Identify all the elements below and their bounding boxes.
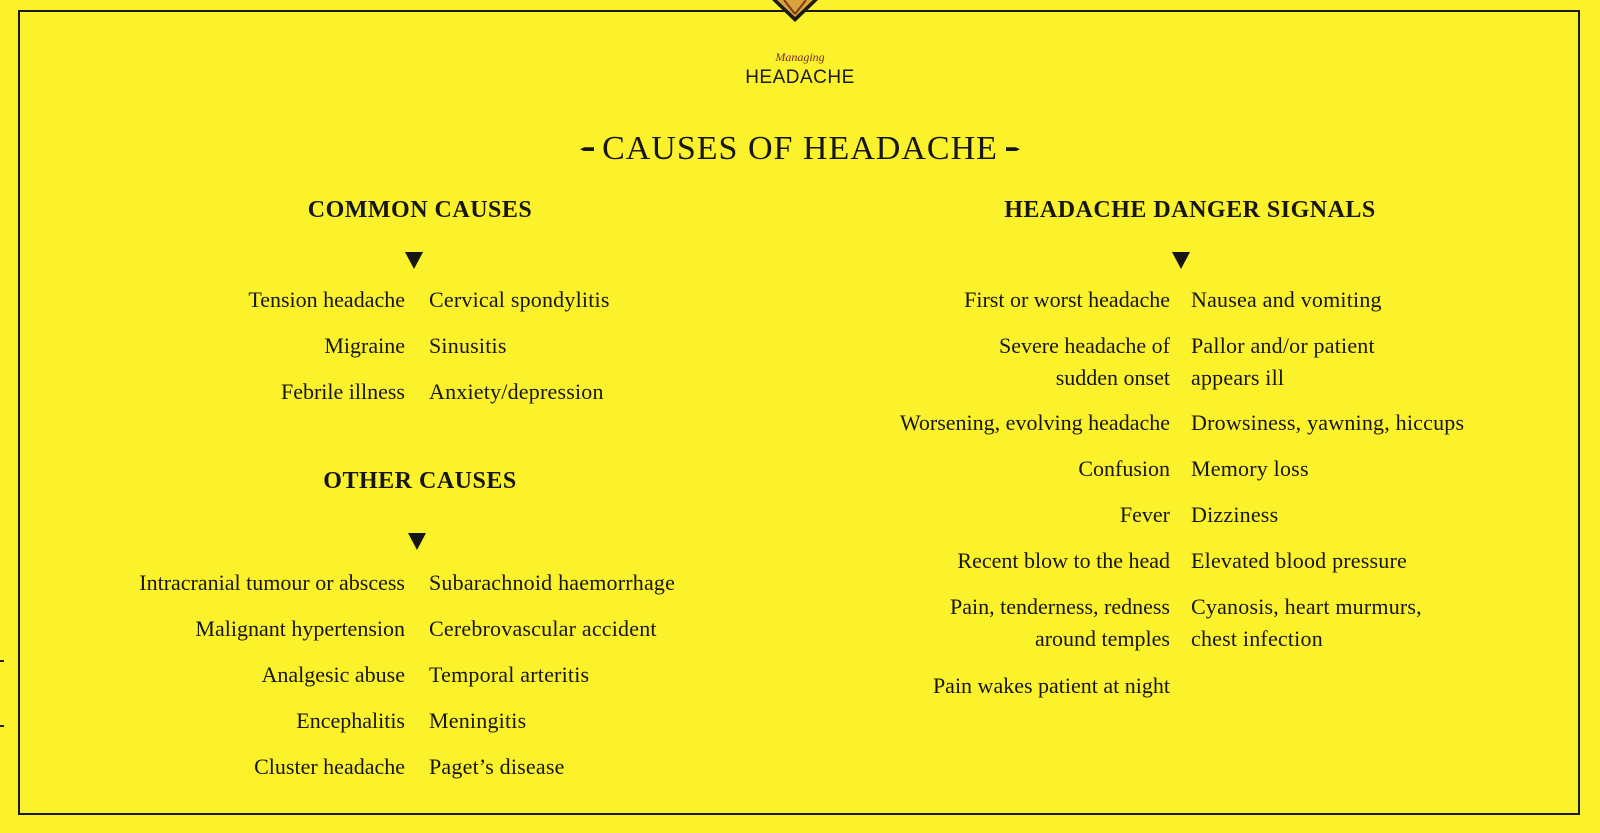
danger-signal-left-line2: around temples — [1034, 626, 1170, 651]
common-cause-left: Febrile illness — [280, 379, 405, 404]
danger-signal-left-line2: sudden onset — [1055, 365, 1170, 390]
danger-signal-right: Cyanosis, heart murmurs, — [1191, 594, 1422, 619]
page-title-text: CAUSES OF HEADACHE — [602, 130, 998, 167]
common-cause-right: Cervical spondylitis — [429, 287, 610, 312]
danger-signal-right: Drowsiness, yawning, hiccups — [1191, 410, 1465, 435]
other-cause-right: Meningitis — [429, 708, 527, 733]
danger-signal-left: First or worst headache — [964, 287, 1170, 312]
other-cause-left: Malignant hypertension — [195, 616, 405, 641]
common-causes-heading: COMMON CAUSES — [307, 197, 533, 223]
title-dash-right-icon — [1006, 147, 1020, 151]
page-title — [0, 130, 1600, 168]
danger-signal-left: Pain wakes patient at night — [932, 673, 1170, 698]
danger-signal-right-line2: appears ill — [1191, 365, 1285, 390]
other-causes-heading: OTHER CAUSES — [323, 468, 517, 494]
danger-signal-left: Severe headache of — [998, 333, 1170, 358]
danger-signal-right: Pallor and/or patient — [1191, 333, 1375, 358]
margin-tick-mark — [0, 725, 4, 727]
other-cause-right: Cerebrovascular accident — [429, 616, 657, 641]
danger-signal-right: Dizziness — [1191, 502, 1279, 527]
other-cause-right: Paget’s disease — [429, 754, 565, 779]
title-dash-left-icon — [580, 147, 594, 151]
other-cause-left: Intracranial tumour or abscess — [139, 570, 405, 595]
other-cause-left: Analgesic abuse — [261, 662, 405, 687]
common-cause-right: Anxiety/depression — [429, 379, 604, 404]
other-cause-left: Encephalitis — [296, 708, 405, 733]
danger-signal-right: Elevated blood pressure — [1191, 548, 1407, 573]
danger-signal-left: Pain, tenderness, redness — [950, 594, 1170, 619]
danger-signals-heading: HEADACHE DANGER SIGNALS — [1004, 197, 1376, 223]
brand-subtitle: Managing — [775, 50, 825, 64]
danger-signal-right: Nausea and vomiting — [1191, 287, 1382, 312]
danger-signal-left: Recent blow to the head — [957, 548, 1170, 573]
margin-tick-mark — [0, 660, 4, 662]
common-cause-left: Tension headache — [248, 287, 405, 312]
brand-logo-text: HEADACHE — [745, 67, 855, 88]
danger-signal-right-line2: chest infection — [1191, 626, 1323, 651]
other-causes-arrow-icon — [408, 533, 426, 550]
common-causes-arrow-icon — [405, 252, 423, 269]
danger-signals-arrow-icon — [1172, 252, 1190, 269]
other-cause-right: Temporal arteritis — [429, 662, 590, 687]
common-cause-left: Migraine — [324, 333, 405, 358]
danger-signal-right: Memory loss — [1191, 456, 1309, 481]
danger-signal-left: Fever — [1119, 502, 1170, 527]
danger-signal-left: Worsening, evolving headache — [899, 410, 1170, 435]
logo-pen-nib-icon — [772, 0, 818, 22]
danger-signal-left: Confusion — [1078, 456, 1170, 481]
common-cause-right: Sinusitis — [429, 333, 507, 358]
other-cause-right: Subarachnoid haemorrhage — [429, 570, 676, 595]
other-cause-left: Cluster headache — [254, 754, 405, 779]
